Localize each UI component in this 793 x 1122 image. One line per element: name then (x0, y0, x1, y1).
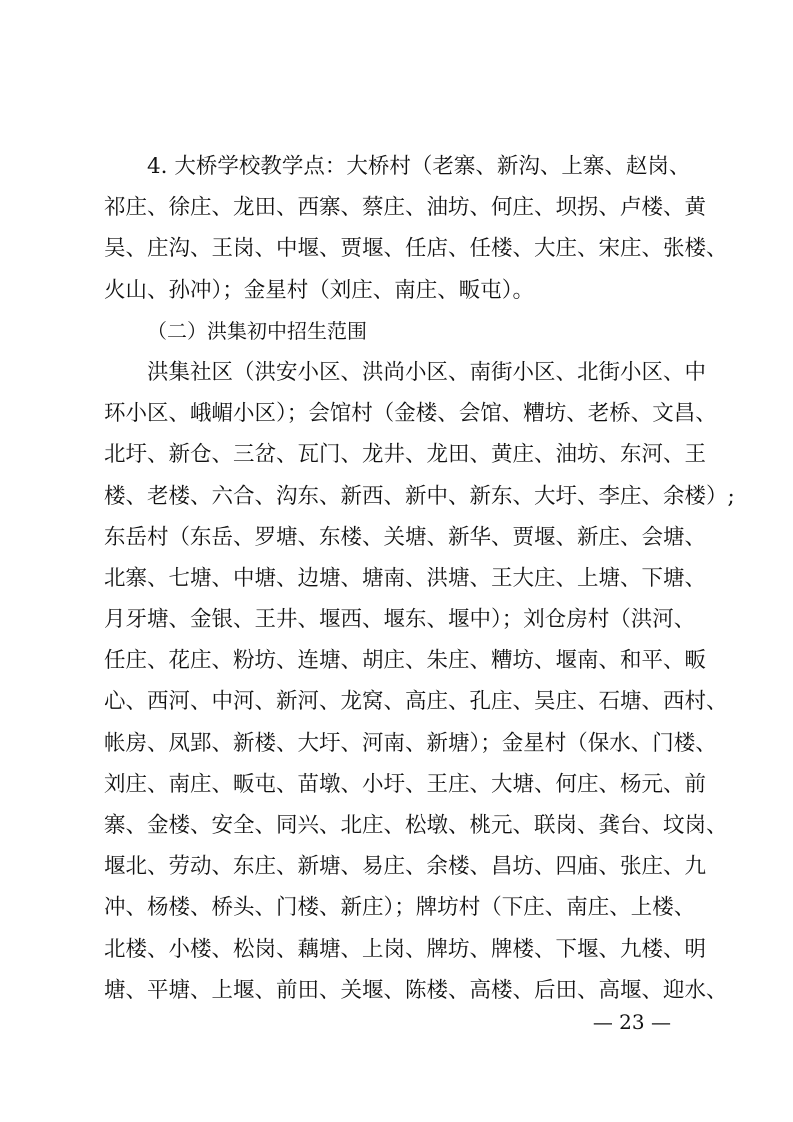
paragraph-line: 吴、庄沟、王岗、中堰、贾堰、任店、任楼、大庄、宋庄、张楼、 (104, 236, 728, 262)
paragraph-line: 环小区、峨嵋小区）；会馆村（金楼、会馆、糟坊、老桥、文昌、 (104, 401, 717, 427)
paragraph-line: 月牙塘、金银、王井、堰西、堰东、堰中）；刘仓房村（洪河、 (104, 607, 696, 633)
document-body (104, 146, 735, 1011)
paragraph-line: 北楼、小楼、松岗、藕塘、上岗、牌坊、牌楼、下堰、九楼、明 (104, 936, 707, 962)
paragraph-line: 北圩、新仓、三岔、瓦门、龙井、龙田、黄庄、油坊、东河、王 (104, 442, 707, 468)
paragraph-line: 4. 大桥学校教学点：大桥村（老寨、新沟、上寨、赵岗、 (147, 154, 691, 179)
paragraph-line: 帐房、凤郢、新楼、大圩、河南、新塘）；金星村（保水、门楼、 (104, 730, 717, 756)
paragraph-line: 刘庄、南庄、畈屯、苗墩、小圩、王庄、大塘、何庄、杨元、前 (104, 771, 707, 797)
paragraph-line: 东岳村（东岳、罗塘、东楼、关塘、新华、贾堰、新庄、会塘、 (104, 524, 707, 550)
paragraph-line: 楼、老楼、六合、沟东、新西、新中、新东、大圩、李庄、余楼）; (104, 483, 735, 509)
page-number: — 23 — (592, 1010, 671, 1034)
paragraph-line: 洪集社区（洪安小区、洪尚小区、南街小区、北街小区、中 (147, 359, 707, 385)
paragraph-line: 塘、平塘、上堰、前田、关堰、陈楼、高楼、后田、高堰、迎水、 (104, 977, 728, 1003)
paragraph-line: 冲、杨楼、桥头、门楼、新庄）；牌坊村（下庄、南庄、上楼、 (104, 895, 696, 921)
paragraph-line: 寨、金楼、安全、同兴、北庄、松墩、桃元、联岗、龚台、坟岗、 (104, 813, 728, 838)
section-heading: （二）洪集初中招生范围 (147, 318, 367, 343)
paragraph-line: 心、西河、中河、新河、龙窝、高庄、孔庄、吴庄、石塘、西村、 (104, 689, 728, 715)
paragraph-line: 祁庄、徐庄、龙田、西寨、蔡庄、油坊、何庄、坝拐、卢楼、黄 (104, 195, 707, 221)
paragraph-line: 堰北、劳动、东庄、新塘、易庄、余楼、昌坊、四庙、张庄、九 (104, 854, 707, 880)
paragraph-line: 火山、孙冲）；金星村（刘庄、南庄、畈屯）。 (104, 277, 535, 303)
paragraph-line: 北寨、七塘、中塘、边塘、塘南、洪塘、王大庄、上塘、下塘、 (104, 565, 707, 591)
paragraph-line: 任庄、花庄、粉坊、连塘、胡庄、朱庄、糟坊、堰南、和平、畈 (104, 648, 707, 674)
